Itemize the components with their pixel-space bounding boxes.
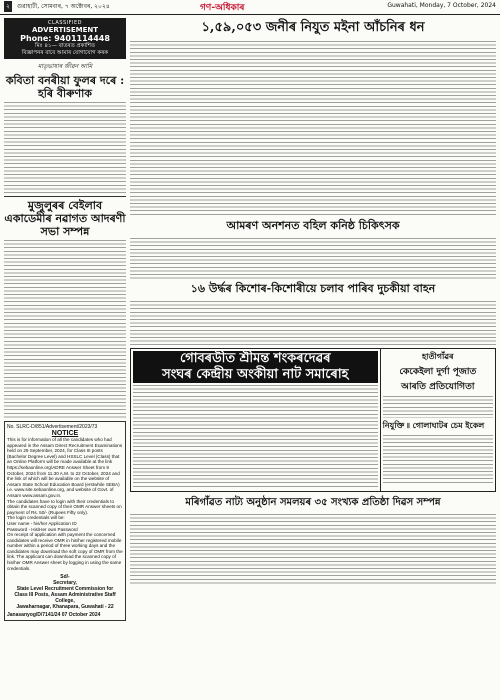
- page-number: ২: [6, 3, 10, 10]
- notice-office-1: State Level Recruitment Commission for: [16, 586, 114, 593]
- left-column: [4, 18, 126, 696]
- masthead-date-assamese: গুৱাহাটী, সোমবাৰ, ৭ অক্টোবৰ, ২০২৪: [16, 3, 110, 10]
- feature-right: [380, 349, 495, 491]
- divider: [4, 196, 126, 197]
- notice-body-1: This is for information of all the candidates who had appeared in the Assam Direct Recruitment Examinations held on 29 September, 2024, for Class III posts (Bachelor Degree Level) and HSSLC Level (Class) that an Online Platform will be made available at the link https://sebaonline.org/ADRE Answer Sheet from 9 October, 2024 from 11.30 A.M. to 22 October, 2024 and the link of which will be available on the website of Assam State School Education Board (erstwhile SEBA) i.e. www.site.sebaonline.org, and website of Govt. of Assam www.assam.gov.in.: [7, 437, 123, 498]
- feature-story: [130, 348, 496, 492]
- notice-office-3: Jawaharnagar, Khanapara, Guwahati - 22: [16, 604, 114, 611]
- masthead: [0, 0, 500, 15]
- paper-name: গণ-অধিকাৰ: [200, 3, 245, 13]
- bottom-story-text: [130, 514, 496, 586]
- notice-box: [4, 421, 126, 621]
- mid-headline: আমৰণ অনশনত বহিল কনিষ্ঠ চিকিৎসক: [226, 219, 400, 232]
- left-story-text: [4, 102, 126, 194]
- classified-phone: Phone: 9401114448: [20, 34, 110, 43]
- notice-body-3: The login credentials will be:: [7, 515, 65, 521]
- left-story2-headline: মুজুলুৰৰ বেইলাব একাডেমীৰ নৱাগত আদৰণী সভা সম্পন্ন: [4, 199, 126, 238]
- notice-janasanyog: Janasanyog/D/7141/24 07 October 2024: [7, 612, 101, 619]
- second-story-text: [130, 301, 496, 345]
- box-headline-1: হাতীগাঁৱৰ: [421, 351, 454, 361]
- notice-signature: [7, 574, 123, 610]
- box-headline-3: আৰতি প্ৰতিযোগিতা: [401, 382, 475, 392]
- top-headline: ১,৫৯,০৫৩ জনীৰ নিযুত মইনা আঁচনিৰ ধন: [201, 20, 425, 35]
- classified-line3: মিঃ ৪১— বাতৰত প্ৰকাশিত: [35, 43, 95, 49]
- main-column: [130, 18, 496, 586]
- notice-ref: No. SLRC-D/851/Advertisement/2023/73: [7, 424, 98, 430]
- feature-text: [133, 385, 378, 489]
- feature-headline-1: গোবৰডীত শ্ৰীমন্ত শংকৰদেৱৰ: [133, 351, 378, 367]
- box-headline-2: কেকেইলা দুৰ্গা পূজাত: [399, 367, 477, 377]
- bottom-headline: মৰিগাঁৱত নাট্য অনুষ্ঠান সমলয়ৰ ৩৫ সংখ্যক প্ৰতিষ্ঠা দিৱস সম্পন্ন: [185, 497, 441, 508]
- classified-title: ADVERTISEMENT: [31, 26, 99, 34]
- notice-login-user: User name - his/her Application ID: [7, 520, 77, 526]
- classified-label: CLASSIFIED: [48, 20, 82, 26]
- small-box-headline: নিযুক্তি ৷৷ গোলাঘাটৰ চেম ইকেল: [382, 420, 485, 430]
- second-headline: ১৬ উৰ্দ্ধৰ কিশোৰ-কিশোৰীয়ে চলাব পাৰিব দুচকীয়া বাহন: [190, 282, 436, 295]
- notice-body-4: On receipt of application with payment the concerned candidates will receive OMR in his/her registered mobile number within a period of three working days and the candidates may download the soft copy of OMR from the link. The applicant can download the scanned copy of his/her OMR Answer sheet by logging in using the same credentials.: [7, 532, 123, 571]
- top-story-text: [130, 41, 496, 217]
- column-kicker: মাতৃভাষাৰ জীৱন আমি: [37, 63, 93, 70]
- feature-headline-2: সংঘৰ কেন্দ্ৰীয় অংকীয়া নাট সমাৰোহ: [133, 367, 378, 383]
- masthead-left: [4, 1, 110, 12]
- notice-title: NOTICE: [51, 430, 79, 437]
- box-text: [383, 396, 493, 418]
- notice-sd: Sd/-: [60, 574, 70, 581]
- left-headline: কবিতা বনৰীয়া ফুলৰ দৰে : হৰি বীৰুণাক: [5, 74, 125, 100]
- notice-office-2: Class III Posts, Assam Administrative Staff College,: [14, 592, 116, 605]
- masthead-date-english: Guwahati, Monday, 7 October, 2024: [387, 2, 496, 9]
- left-story2-text: [4, 240, 126, 418]
- feature-left: [131, 349, 380, 491]
- notice-secretary: Secretary,: [53, 580, 77, 587]
- mid-story-text: [130, 238, 496, 280]
- notice-login-pass: Password - His/Her own Password: [7, 526, 78, 532]
- classified-banner: [4, 18, 126, 59]
- classified-line4: বিজ্ঞাপনৰ বাবে আমাৰ যোগাযোগ কৰক: [21, 50, 109, 56]
- notice-body-2: The candidates have to login with their credentials to obtain the scanned copy of their OMR Answer sheets on payment of Rs. 50/- (Rupees Fifty only).: [7, 498, 122, 515]
- small-box-text: [383, 435, 493, 483]
